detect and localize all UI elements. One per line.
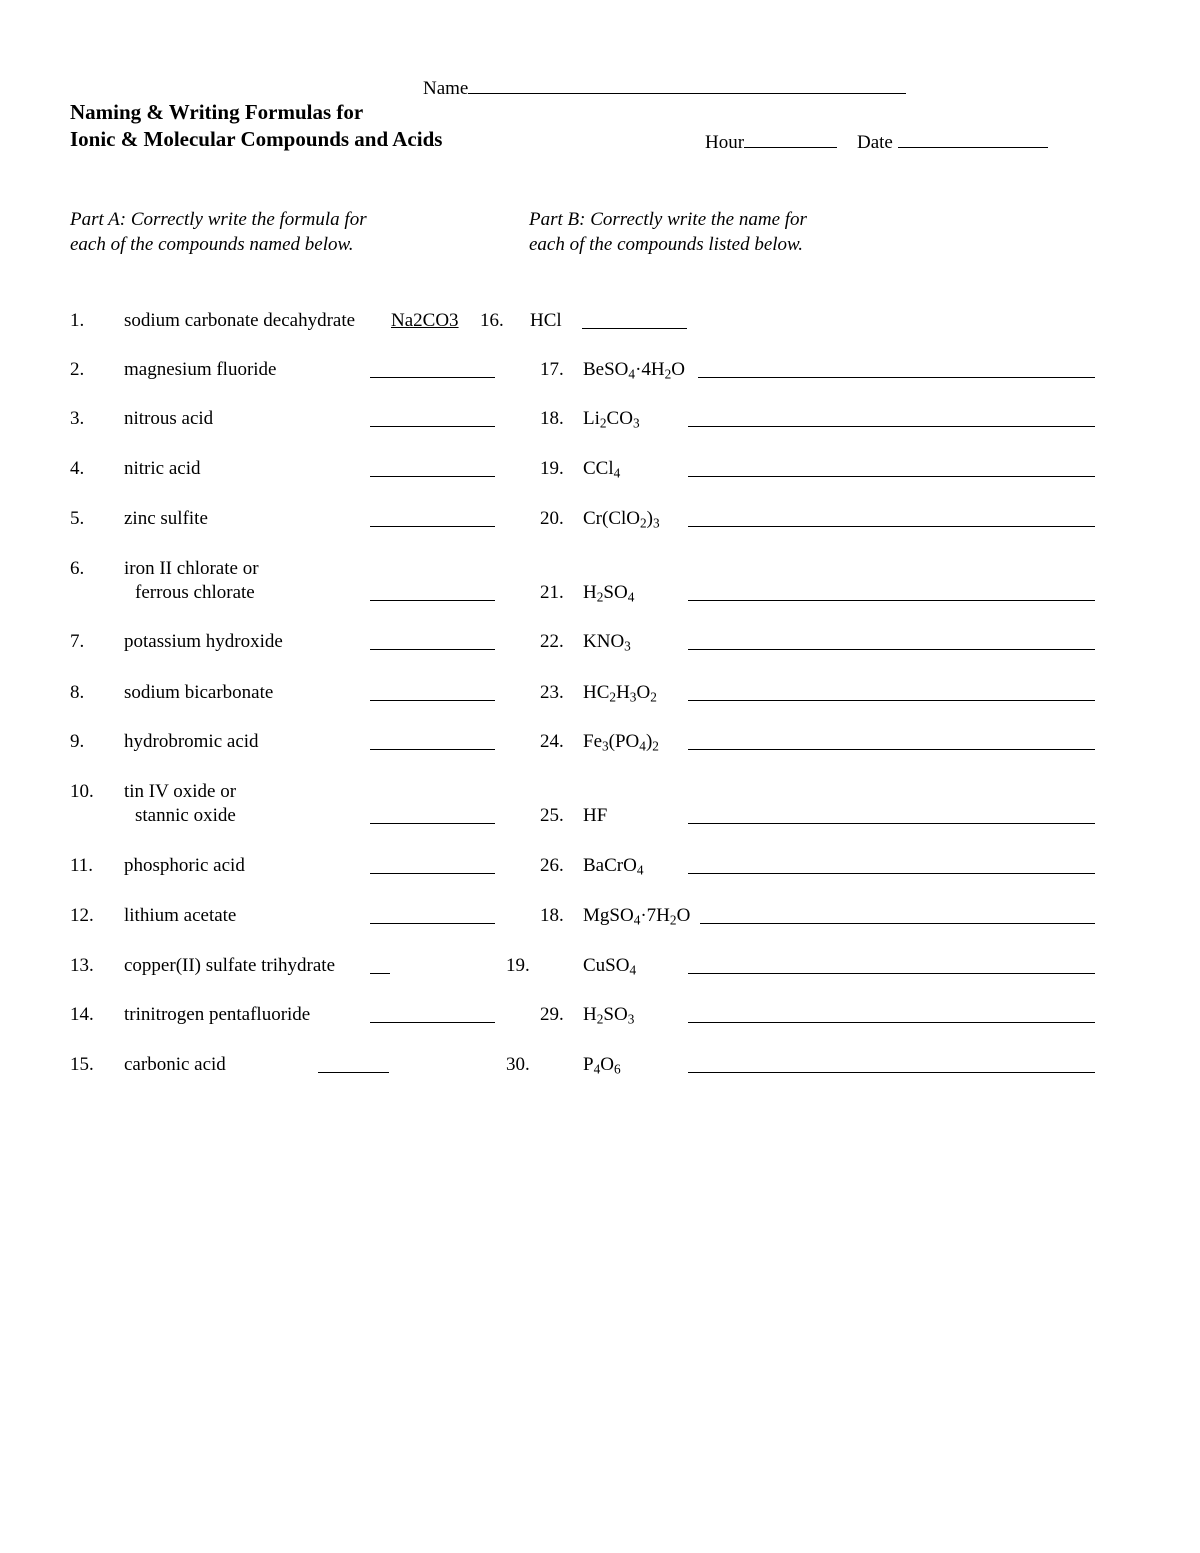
answer-blank[interactable] bbox=[688, 409, 1095, 427]
item-number: 10. bbox=[70, 781, 94, 802]
part-a-instruction-line2: each of the compounds named below. bbox=[70, 234, 354, 255]
hour-field bbox=[705, 130, 837, 152]
hour-blank[interactable] bbox=[744, 130, 837, 148]
part-b-instruction-line1: Part B: Correctly write the name for bbox=[529, 209, 807, 230]
date-field bbox=[857, 130, 1048, 152]
answer-blank[interactable] bbox=[688, 509, 1095, 527]
item-number: 12. bbox=[70, 905, 94, 926]
item-compound-alt-name: ferrous chlorate bbox=[135, 582, 255, 603]
answer-blank[interactable] bbox=[370, 360, 495, 378]
item-formula: $H_2SO_3$ bbox=[583, 1004, 635, 1027]
item-number: 17. bbox=[540, 359, 564, 380]
answer-blank[interactable] bbox=[318, 1055, 389, 1073]
item-formula: $Li_2CO_3$ bbox=[583, 408, 640, 431]
item-number: 25. bbox=[540, 805, 564, 826]
item-compound-name: nitrous acid bbox=[124, 408, 214, 429]
item-compound-name: nitric acid bbox=[124, 458, 201, 479]
answer-blank[interactable] bbox=[370, 509, 495, 527]
item-compound-name: potassium hydroxide bbox=[124, 631, 283, 652]
item-number: 7. bbox=[70, 631, 85, 652]
answer-blank[interactable] bbox=[370, 683, 495, 701]
answer-blank[interactable] bbox=[688, 856, 1095, 874]
item-compound-name: trinitrogen pentafluoride bbox=[124, 1004, 311, 1025]
item-number: 24. bbox=[540, 731, 564, 752]
item-compound-name: copper(II) sulfate trihydrate bbox=[124, 955, 336, 976]
item-number: 18. bbox=[540, 408, 564, 429]
name-label: Name bbox=[423, 78, 469, 99]
item-number: 9. bbox=[70, 731, 85, 752]
item-formula: $P_4O_6$ bbox=[583, 1054, 621, 1077]
answer-blank[interactable] bbox=[688, 1055, 1095, 1073]
answer-blank[interactable] bbox=[688, 459, 1095, 477]
item-number: 14. bbox=[70, 1004, 94, 1025]
part-a-instruction-line1: Part A: Correctly write the formula for bbox=[70, 209, 367, 230]
item-compound-alt-name: stannic oxide bbox=[135, 805, 236, 826]
item-number: 30. bbox=[506, 1054, 530, 1075]
answer-blank[interactable] bbox=[370, 1005, 495, 1023]
answer-blank[interactable] bbox=[700, 906, 1095, 924]
hour-label: Hour bbox=[705, 132, 745, 153]
answer-blank[interactable] bbox=[688, 956, 1095, 974]
item-number: 29. bbox=[540, 1004, 564, 1025]
item-number: 15. bbox=[70, 1054, 94, 1075]
name-field bbox=[423, 76, 906, 98]
item-formula: BaCrO$_4$ bbox=[583, 855, 644, 878]
worksheet-title-line2: Ionic & Molecular Compounds and Acids bbox=[70, 127, 443, 151]
item-formula: $BeSO_4\cdot 4H_2O$ bbox=[583, 359, 686, 382]
item-number: 11. bbox=[70, 855, 94, 876]
item-compound-name: lithium acetate bbox=[124, 905, 237, 926]
item-number: 18. bbox=[540, 905, 564, 926]
answer-blank[interactable] bbox=[370, 459, 495, 477]
item-compound-name: tin IV oxide or bbox=[124, 781, 237, 802]
item-number: 16. bbox=[480, 310, 504, 331]
answer-blank[interactable] bbox=[370, 732, 495, 750]
answer-blank[interactable] bbox=[370, 906, 495, 924]
answer-blank[interactable] bbox=[688, 1005, 1095, 1023]
item-compound-name: sodium bicarbonate bbox=[124, 682, 274, 703]
item-formula: $HC_2H_3O_2$ bbox=[583, 682, 657, 705]
item-number: 2. bbox=[70, 359, 85, 380]
answer-blank[interactable] bbox=[370, 856, 495, 874]
item-compound-name: hydrobromic acid bbox=[124, 731, 259, 752]
date-blank[interactable] bbox=[898, 130, 1048, 148]
item-answer[interactable]: Na2CO3 bbox=[391, 310, 459, 331]
answer-blank[interactable] bbox=[370, 956, 390, 974]
item-number: 22. bbox=[540, 631, 564, 652]
item-formula: $Cr(ClO_2)_3$ bbox=[583, 508, 660, 531]
answer-blank[interactable] bbox=[688, 683, 1095, 701]
item-formula: $H_2SO_4$ bbox=[583, 582, 635, 605]
answer-blank[interactable] bbox=[688, 732, 1095, 750]
item-number: 6. bbox=[70, 558, 85, 579]
answer-blank[interactable] bbox=[688, 806, 1095, 824]
item-number: 26. bbox=[540, 855, 564, 876]
answer-blank[interactable] bbox=[688, 632, 1095, 650]
item-formula: HF bbox=[583, 805, 608, 826]
item-compound-name: zinc sulfite bbox=[124, 508, 208, 529]
item-number: 5. bbox=[70, 508, 85, 529]
item-compound-name: sodium carbonate decahydrate bbox=[124, 310, 356, 331]
answer-blank[interactable] bbox=[698, 360, 1095, 378]
answer-blank[interactable] bbox=[370, 583, 495, 601]
item-compound-name: phosphoric acid bbox=[124, 855, 245, 876]
item-number: 1. bbox=[70, 310, 85, 331]
answer-blank[interactable] bbox=[370, 806, 495, 824]
answer-blank[interactable] bbox=[688, 583, 1095, 601]
item-compound-name: iron II chlorate or bbox=[124, 558, 259, 579]
item-formula: $KNO_3$ bbox=[583, 631, 631, 654]
answer-blank[interactable] bbox=[370, 632, 495, 650]
item-formula: CCl$_4$ bbox=[583, 458, 621, 481]
item-formula: CuSO$_4$ bbox=[583, 955, 637, 978]
item-number: 4. bbox=[70, 458, 85, 479]
item-number: 19. bbox=[506, 955, 530, 976]
item-number: 13. bbox=[70, 955, 94, 976]
answer-blank[interactable] bbox=[370, 409, 495, 427]
item-number: 19. bbox=[540, 458, 564, 479]
name-blank[interactable] bbox=[468, 76, 906, 94]
item-number: 20. bbox=[540, 508, 564, 529]
worksheet-title-line1: Naming & Writing Formulas for bbox=[70, 100, 364, 124]
part-b-instruction-line2: each of the compounds listed below. bbox=[529, 234, 804, 255]
date-label: Date bbox=[857, 132, 893, 153]
item-compound-name: carbonic acid bbox=[124, 1054, 226, 1075]
item-formula: $Fe_3(PO_4)_2$ bbox=[583, 731, 659, 754]
item-number: 8. bbox=[70, 682, 85, 703]
item-formula: $MgSO_4\cdot 7H_2O$ bbox=[583, 905, 691, 928]
item-compound-name: magnesium fluoride bbox=[124, 359, 277, 380]
item-number: 3. bbox=[70, 408, 85, 429]
item-number: 23. bbox=[540, 682, 564, 703]
item-number: 21. bbox=[540, 582, 564, 603]
answer-blank[interactable] bbox=[582, 311, 687, 329]
item-formula: HCl bbox=[530, 310, 562, 331]
